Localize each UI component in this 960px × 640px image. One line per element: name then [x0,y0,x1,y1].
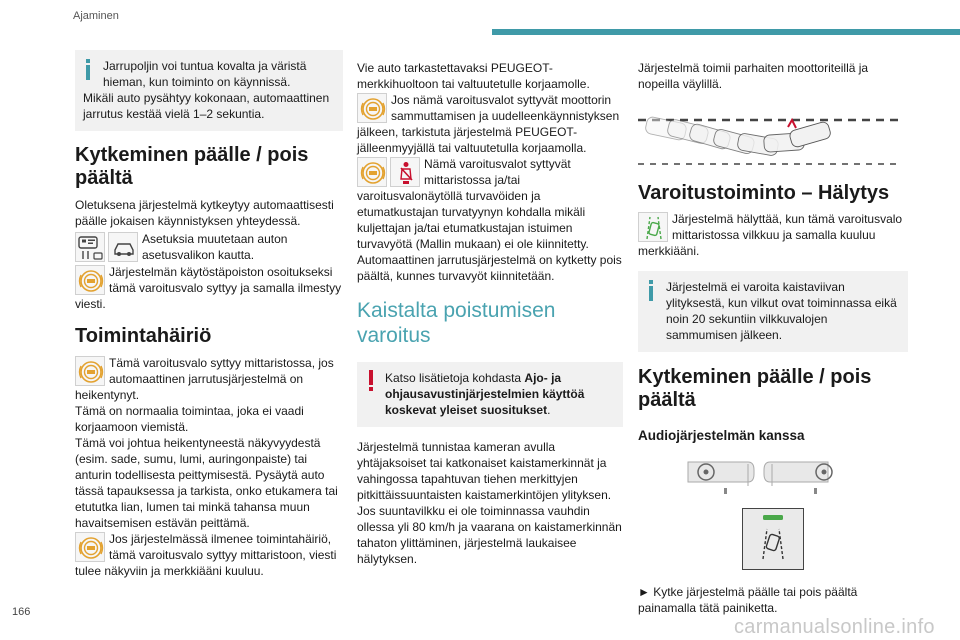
info-icon [648,280,655,301]
settings-screen-icon [75,232,105,262]
fault-text-1: Tämä varoitusvalo syttyy mittaristossa, jos automaattinen jarrutusjärjestelmä on heikentynyt. [75,356,334,402]
heading-audio: Audiojärjestelmän kanssa [638,428,805,443]
col3-p1: Järjestelmä toimii parhaiten moottoriteillä ja nopeilla väylillä. [638,61,869,91]
warning-text-pre: Katso lisätietoja kohdasta [385,371,525,385]
lane-toggle-button[interactable] [742,508,804,570]
column-3 [638,50,908,616]
collision-brake-warning-icon [357,93,387,123]
col2-p1: Vie auto tarkastettavaksi PEUGEOT-merkkihuoltoon tai valtuutetulle korjaamolle. [357,61,590,91]
fault-text-2: Tämä on normaalia toimintaa, joka ei vaadi korjaamoon viemistä. [75,404,304,434]
info-note [75,50,343,131]
heading-on-off-col3-line2: päältä [638,389,696,411]
warning-icon [368,370,374,392]
watermark: carmanualsonline.info [734,616,935,638]
lane-departure-illustration [638,104,902,166]
heading-fault: Toimintahäiriö [75,325,212,347]
col2-p2: Jos nämä varoitusvalot syttyvät moottorin sammuttamisen ja uudelleenkäynnistyksen jälkeen, tarkistuta järjestelmä PEUGEOT-jälleenmyyjällä tai valtuutetulla korjaamolla. [357,93,620,155]
heading-lane-line2: varoitus [357,324,431,347]
collision-brake-warning-icon [75,532,105,562]
info-note-line2: hieman, kun toiminto on käynnissä. [103,75,291,89]
section-header: Ajaminen [73,10,119,22]
press-text: ► Kytke järjestelmä päälle tai pois päältä painamalla tätä painiketta. [638,585,858,615]
collision-brake-warning-icon [75,265,105,295]
heading-lane-line1: Kaistalta poistumisen [357,299,556,322]
column-2 [357,50,623,567]
info-note-col3 [638,271,908,352]
steering-wheel-illustration [638,452,902,508]
column-1 [75,50,343,579]
warning-text-bold: Ajo- ja ohjausavustinjärjestelmien käyttöä koskevat yleiset suositukset [385,371,585,417]
col2-p4: Järjestelmä tunnistaa kameran avulla yhtäjaksoiset tai katkonaiset kaistamerkinnät ja vahingossa tapahtuvan tiehen merkittyjen pitkittäissuuntaisten kaistamerkintöjen ylityksen. Jos suuntavilkku ei ole toiminnassa vauhdin ollessa yli 80 km/h ja vaarana on kaistamerkinnän tahaton ylittäminen, järjestelmä laukaisee hälytyksen. [357,440,622,566]
collision-brake-warning-icon [75,356,105,386]
info-icon [85,59,92,80]
warning-note [357,362,623,427]
deactivation-text: Järjestelmän käytöstäpoiston osoitukseksi tämä varoitusvalo syttyy ja samalla ilmestyy viesti. [75,265,342,311]
heading-alert: Varoitustoiminto – Hälytys [638,182,890,204]
car-icon [108,232,138,262]
heading-on-off-line1: Kytkeminen päälle / pois [75,144,309,166]
info-note-line1: Jarrupoljin voi tuntua kovalta ja väristä [103,59,307,73]
collision-brake-warning-icon [357,157,387,187]
settings-text: Asetuksia muutetaan auton asetusvalikon kautta. [142,232,288,262]
col2-p3: Nämä varoitusvalot syttyvät mittaristossa ja/tai varoitusvalonäytöllä turvavöiden ja etumatkustajan turvatyynyn kohdalla mikäli kuljettajan ja/tai etumatkustajan istuimen turvavyötä (Mallin mukaan) ei ole kiinnitetty. Automaattinen jarrutusjärjestelmä on kytketty pois päältä, kunnes turvavyöt kiinnitetään. [357,157,622,283]
default-text: Oletuksena järjestelmä kytkeytyy automaattisesti päälle jokaisen käynnistyksen yhteydessä. [75,198,334,228]
info-note-rest: Mikäli auto pysähtyy kokonaan, automaattinen jarrutus kestää vielä 1–2 sekuntia. [83,91,330,121]
warning-text-post: . [547,403,551,417]
header-accent-bar [492,29,960,35]
info-note-col3-text: Järjestelmä ei varoita kaistaviivan ylityksestä, kun vilkut ovat toiminnassa eikä noin 20 sekuntiin vilkkuvalojen sammumisen jälkeen. [666,280,897,342]
alert-text: Järjestelmä hälyttää, kun tämä varoitusvalo mittaristossa vilkkuu ja samalla kuuluu merkkiääni. [638,212,903,258]
fault-text-4: Jos järjestelmässä ilmenee toimintahäiriö, tämä varoitusvalo syttyy mittaristoon, viesti tulee näkyviin ja merkkiääni kuuluu. [75,532,337,578]
heading-on-off-col3-line1: Kytkeminen päälle / pois [638,366,872,388]
heading-on-off-line2: päältä [75,167,133,189]
seatbelt-warning-icon [390,157,420,187]
page-number: 166 [12,606,31,618]
fault-text-3: Tämä voi johtua heikentyneestä näkyvyydestä (esim. sade, sumu, lumi, auringonpaiste) tai anturin todellisesta peittymisestä. Pysäytä auto tässä tapauksessa ja tarkista, onko etukamera tai etututka lian, lumen tai minkä tahansa muun havaitsemisen estävän peittämä. [75,436,338,530]
lane-departure-icon [638,212,668,242]
